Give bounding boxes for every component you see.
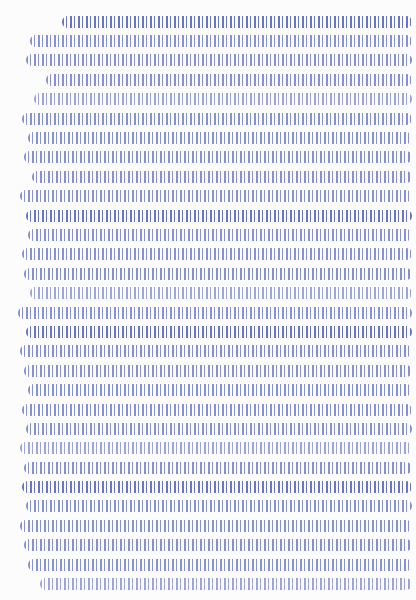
handwritten-line — [14, 574, 412, 593]
handwritten-line — [14, 322, 412, 341]
handwritten-line — [14, 109, 412, 128]
handwritten-line — [14, 51, 412, 70]
handwritten-line — [14, 419, 412, 438]
handwritten-line — [14, 380, 412, 399]
handwritten-line — [14, 303, 412, 322]
handwritten-line — [14, 90, 412, 109]
handwritten-line — [14, 128, 412, 147]
handwritten-line — [14, 264, 412, 283]
handwritten-line — [14, 187, 412, 206]
handwritten-text-block — [14, 12, 412, 594]
handwritten-line — [14, 70, 412, 89]
handwritten-line — [14, 536, 412, 555]
handwritten-line — [14, 439, 412, 458]
handwritten-line — [14, 477, 412, 496]
handwritten-line — [14, 148, 412, 167]
handwritten-line — [14, 516, 412, 535]
handwritten-line — [14, 342, 412, 361]
handwritten-line — [14, 12, 412, 31]
handwritten-line — [14, 283, 412, 302]
handwritten-line — [14, 361, 412, 380]
handwritten-line — [14, 458, 412, 477]
handwritten-line — [14, 206, 412, 225]
handwritten-line — [14, 497, 412, 516]
handwritten-line — [14, 245, 412, 264]
handwritten-line — [14, 225, 412, 244]
handwritten-line — [14, 167, 412, 186]
handwritten-line — [14, 555, 412, 574]
handwritten-line — [14, 400, 412, 419]
handwritten-line — [14, 31, 412, 50]
